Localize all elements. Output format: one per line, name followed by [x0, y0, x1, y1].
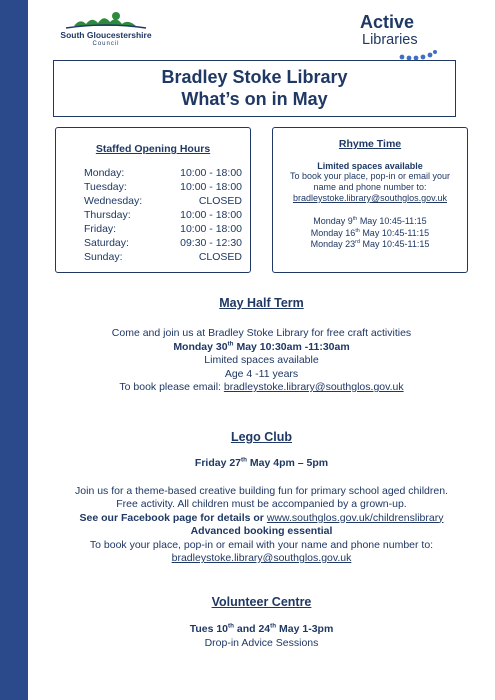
lego-club-section — [28, 430, 495, 566]
hours-time: 10:00 - 18:00 — [180, 181, 242, 193]
rhyme-time-heading: Rhyme Time — [338, 138, 402, 150]
half-term-date: Monday 30th May 10:30am -11:30am — [173, 340, 350, 353]
council-logo-mark-icon — [56, 10, 156, 30]
hours-time: 10:00 - 18:00 — [180, 223, 242, 235]
rhyme-time-booking-line-1: To book your place, pop-in or email your — [289, 171, 451, 181]
lego-club-heading: Lego Club — [230, 430, 293, 444]
half-term-section — [28, 296, 495, 395]
hours-row — [84, 250, 242, 264]
hours-time: 09:30 - 12:30 — [180, 237, 242, 249]
rhyme-time-sessions — [273, 216, 467, 251]
hours-day: Wednesday: — [84, 195, 143, 207]
lego-club-supervision: Free activity. All children must be accompanied by a grown-up. — [116, 498, 407, 510]
half-term-limited: Limited spaces available — [204, 354, 319, 366]
hours-row — [84, 166, 242, 180]
half-term-booking: To book please email: bradleystoke.library@southglos.gov.uk — [119, 381, 404, 393]
half-term-heading: May Half Term — [219, 296, 304, 310]
rhyme-session: Monday 23rd May 10:45-11:15 — [310, 239, 430, 249]
lego-club-booking: To book your place, pop-in or email with your name and phone number to: — [89, 538, 434, 551]
hours-day: Monday: — [84, 167, 125, 179]
rhyme-time-limited: Limited spaces available — [317, 161, 423, 171]
hours-time: CLOSED — [198, 195, 242, 207]
opening-hours-heading: Staffed Opening Hours — [95, 143, 211, 155]
brand-line-2: Libraries — [362, 32, 418, 48]
brand-line-1: Active — [360, 12, 415, 32]
lego-club-facebook: See our Facebook page for details or www.southglos.gov.uk/childrenslibrary — [79, 511, 444, 524]
council-name: South Gloucestershire — [60, 30, 152, 40]
rhyme-time-email-link[interactable]: bradleystoke.library@southglos.gov.uk — [292, 193, 448, 203]
lego-club-email-link[interactable]: bradleystoke.library@southglos.gov.uk — [171, 552, 352, 564]
hours-day: Tuesday: — [84, 181, 127, 193]
page-subtitle: What’s on in May — [181, 89, 328, 109]
hours-row — [84, 208, 242, 222]
title-banner — [53, 60, 456, 117]
left-accent-bar — [0, 0, 28, 700]
half-term-age: Age 4 -11 years — [224, 367, 299, 380]
half-term-email-link[interactable]: bradleystoke.library@southglos.gov.uk — [223, 381, 404, 393]
hours-time: 10:00 - 18:00 — [180, 209, 242, 221]
hours-row — [84, 222, 242, 236]
hours-row — [84, 194, 242, 208]
half-term-intro: Come and join us at Bradley Stoke Library for free craft activities — [111, 327, 412, 339]
council-subtitle: Council — [92, 41, 120, 47]
hours-day: Saturday: — [84, 237, 129, 249]
hours-day: Friday: — [84, 223, 117, 235]
volunteer-date: Tues 10th and 24th May 1-3pm — [189, 622, 334, 635]
hours-day: Thursday: — [84, 209, 131, 221]
hours-row — [84, 180, 242, 194]
rhyme-time-box — [272, 127, 468, 273]
opening-hours-box — [55, 127, 251, 273]
lego-club-date: Friday 27th May 4pm – 5pm — [194, 456, 329, 469]
page-title: Bradley Stoke Library — [161, 67, 348, 87]
active-libraries-logo — [360, 12, 440, 60]
childrens-library-link[interactable]: www.southglos.gov.uk/childrenslibrary — [266, 511, 444, 524]
rhyme-time-booking-line-2: name and phone number to: — [313, 182, 427, 192]
opening-hours-list — [84, 166, 250, 264]
hours-row — [84, 236, 242, 250]
volunteer-heading: Volunteer Centre — [211, 595, 312, 609]
council-logo — [56, 10, 156, 50]
hours-time: 10:00 - 18:00 — [180, 167, 242, 179]
lego-club-description: Join us for a theme-based creative building fun for primary school aged children. — [75, 484, 448, 497]
rhyme-session: Monday 9th May 10:45-11:15 — [313, 216, 427, 226]
hours-time: CLOSED — [198, 251, 242, 263]
rhyme-session: Monday 16th May 10:45-11:15 — [310, 227, 430, 238]
volunteer-section — [28, 595, 495, 650]
hours-day: Sunday: — [84, 251, 123, 263]
lego-club-advanced: Advanced booking essential — [190, 525, 333, 537]
volunteer-subtitle: Drop-in Advice Sessions — [204, 636, 319, 649]
